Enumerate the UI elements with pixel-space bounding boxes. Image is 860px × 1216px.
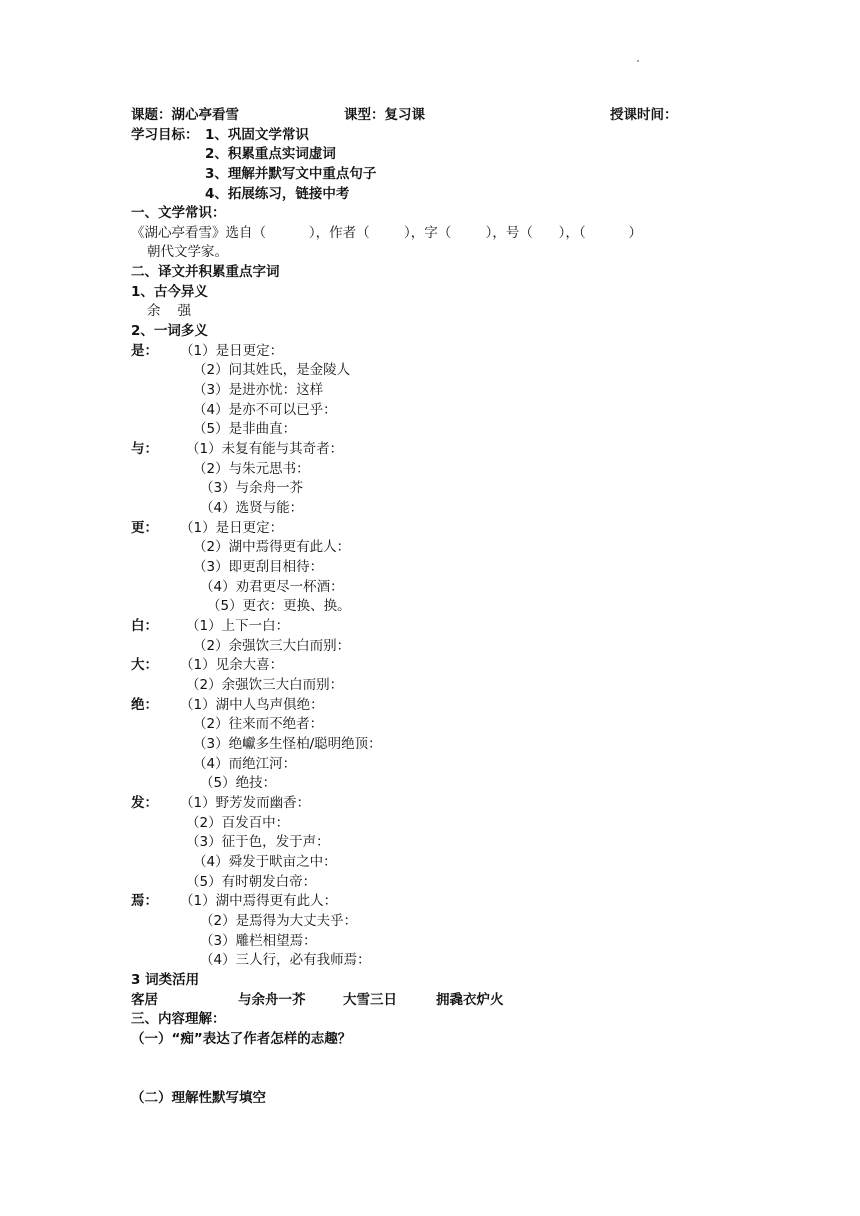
polysemy-item: （1）是日更定： [180,343,284,359]
polysemy-item: （5）有时朝发白帝： [186,874,317,890]
polysemy-item: （5）更衣：更换、换。 [207,598,351,614]
polysemy-item: （2）与朱元思书： [193,461,310,477]
polysemy-item: （1）野芳发而幽香： [180,795,311,811]
polysemy-item: （1）未复有能与其奇者： [186,441,344,457]
polysemy-item: （2）湖中焉得更有此人： [193,539,351,555]
polysemy-word: 更： [131,520,158,536]
polysemy-item: （2）问其姓氏，是金陵人 [193,362,351,378]
polysemy-item: （1）是日更定： [180,520,284,536]
polysemy-item: （2）余强饮三大白而别： [186,677,344,693]
lesson-time-label: 授课时间： [610,107,678,123]
polysemy-item: （3）与余舟一芥 [200,480,304,496]
objective-item: 4、拓展练习，链接中考 [205,186,350,202]
section-title: 三、内容理解： [131,1011,226,1027]
polysemy-item: （2）是焉得为大丈夫乎： [200,913,358,929]
polysemy-item: （3）是进亦忧：这样 [193,382,324,398]
polysemy-word: 发： [131,795,158,811]
polysemy-item: （5）绝技： [200,775,277,791]
subsection-title: 1、古今异义 [131,284,208,300]
polysemy-word: 绝： [131,697,158,713]
section-title: 一、文学常识： [131,205,226,221]
polysemy-item: （4）选贤与能： [200,500,304,516]
polysemy-item: （4）三人行，必有我师焉： [200,952,371,968]
polysemy-item: （3）即更刮目相待： [193,559,324,575]
word-class-item: 与余舟一芥 [238,992,306,1008]
word-class-item: 客居 [131,992,158,1008]
polysemy-word: 大： [131,657,158,673]
literature-fill-line: 《湖心亭看雪》选自（ ），作者（ ），字（ ），号（ ），（ ） [131,225,642,241]
polysemy-word: 焉： [131,893,158,909]
polysemy-item: （2）余强饮三大白而别： [193,638,351,654]
objective-item: 1、巩固文学常识 [205,127,309,143]
section-title: 二、译文并积累重点字词 [131,264,280,280]
polysemy-item: （1）见余大喜： [180,657,284,673]
polysemy-item: （1）湖中焉得更有此人： [180,893,338,909]
subsection-title: 3 词类活用 [131,972,200,988]
polysemy-item: （3）绝巘多生怪柏/聪明绝顶： [193,736,382,752]
polysemy-item: （1）上下一白： [186,618,290,634]
polysemy-item: （4）是亦不可以已乎： [193,402,337,418]
polysemy-item: （3）雕栏相望焉： [200,933,317,949]
polysemy-word: 与： [131,441,158,457]
polysemy-item: （5）是非曲直： [193,421,297,437]
objective-item: 3、理解并默写文中重点句子 [205,166,377,182]
polysemy-item: （2）百发百中： [186,815,290,831]
page-dot-mark [637,60,639,62]
word-class-item: 大雪三日 [343,992,397,1008]
polysemy-item: （4）舜发于畎亩之中： [193,854,337,870]
ancient-modern-words: 余 强 [147,303,192,319]
polysemy-word: 是： [131,343,158,359]
polysemy-item: （4）劝君更尽一杯酒： [200,579,344,595]
literature-fill-line: 朝代文学家。 [147,244,228,260]
lesson-type-label: 课型：复习课 [344,107,425,123]
polysemy-item: （3）征于色，发于声： [186,834,330,850]
polysemy-word: 白： [131,618,158,634]
polysemy-item: （2）往来而不绝者： [193,716,324,732]
objectives-label: 学习目标： [131,127,199,143]
word-class-item: 拥毳衣炉火 [436,992,504,1008]
subsection-title: 2、一词多义 [131,323,208,339]
objective-item: 2、积累重点实词虚词 [205,146,336,162]
question-item: （二）理解性默写填空 [131,1090,266,1106]
topic-label: 课题：湖心亭看雪 [131,107,239,123]
question-item: （一）“痴”表达了作者怎样的志趣？ [131,1031,352,1047]
polysemy-item: （4）而绝江河： [193,756,297,772]
polysemy-item: （1）湖中人鸟声俱绝： [180,697,324,713]
